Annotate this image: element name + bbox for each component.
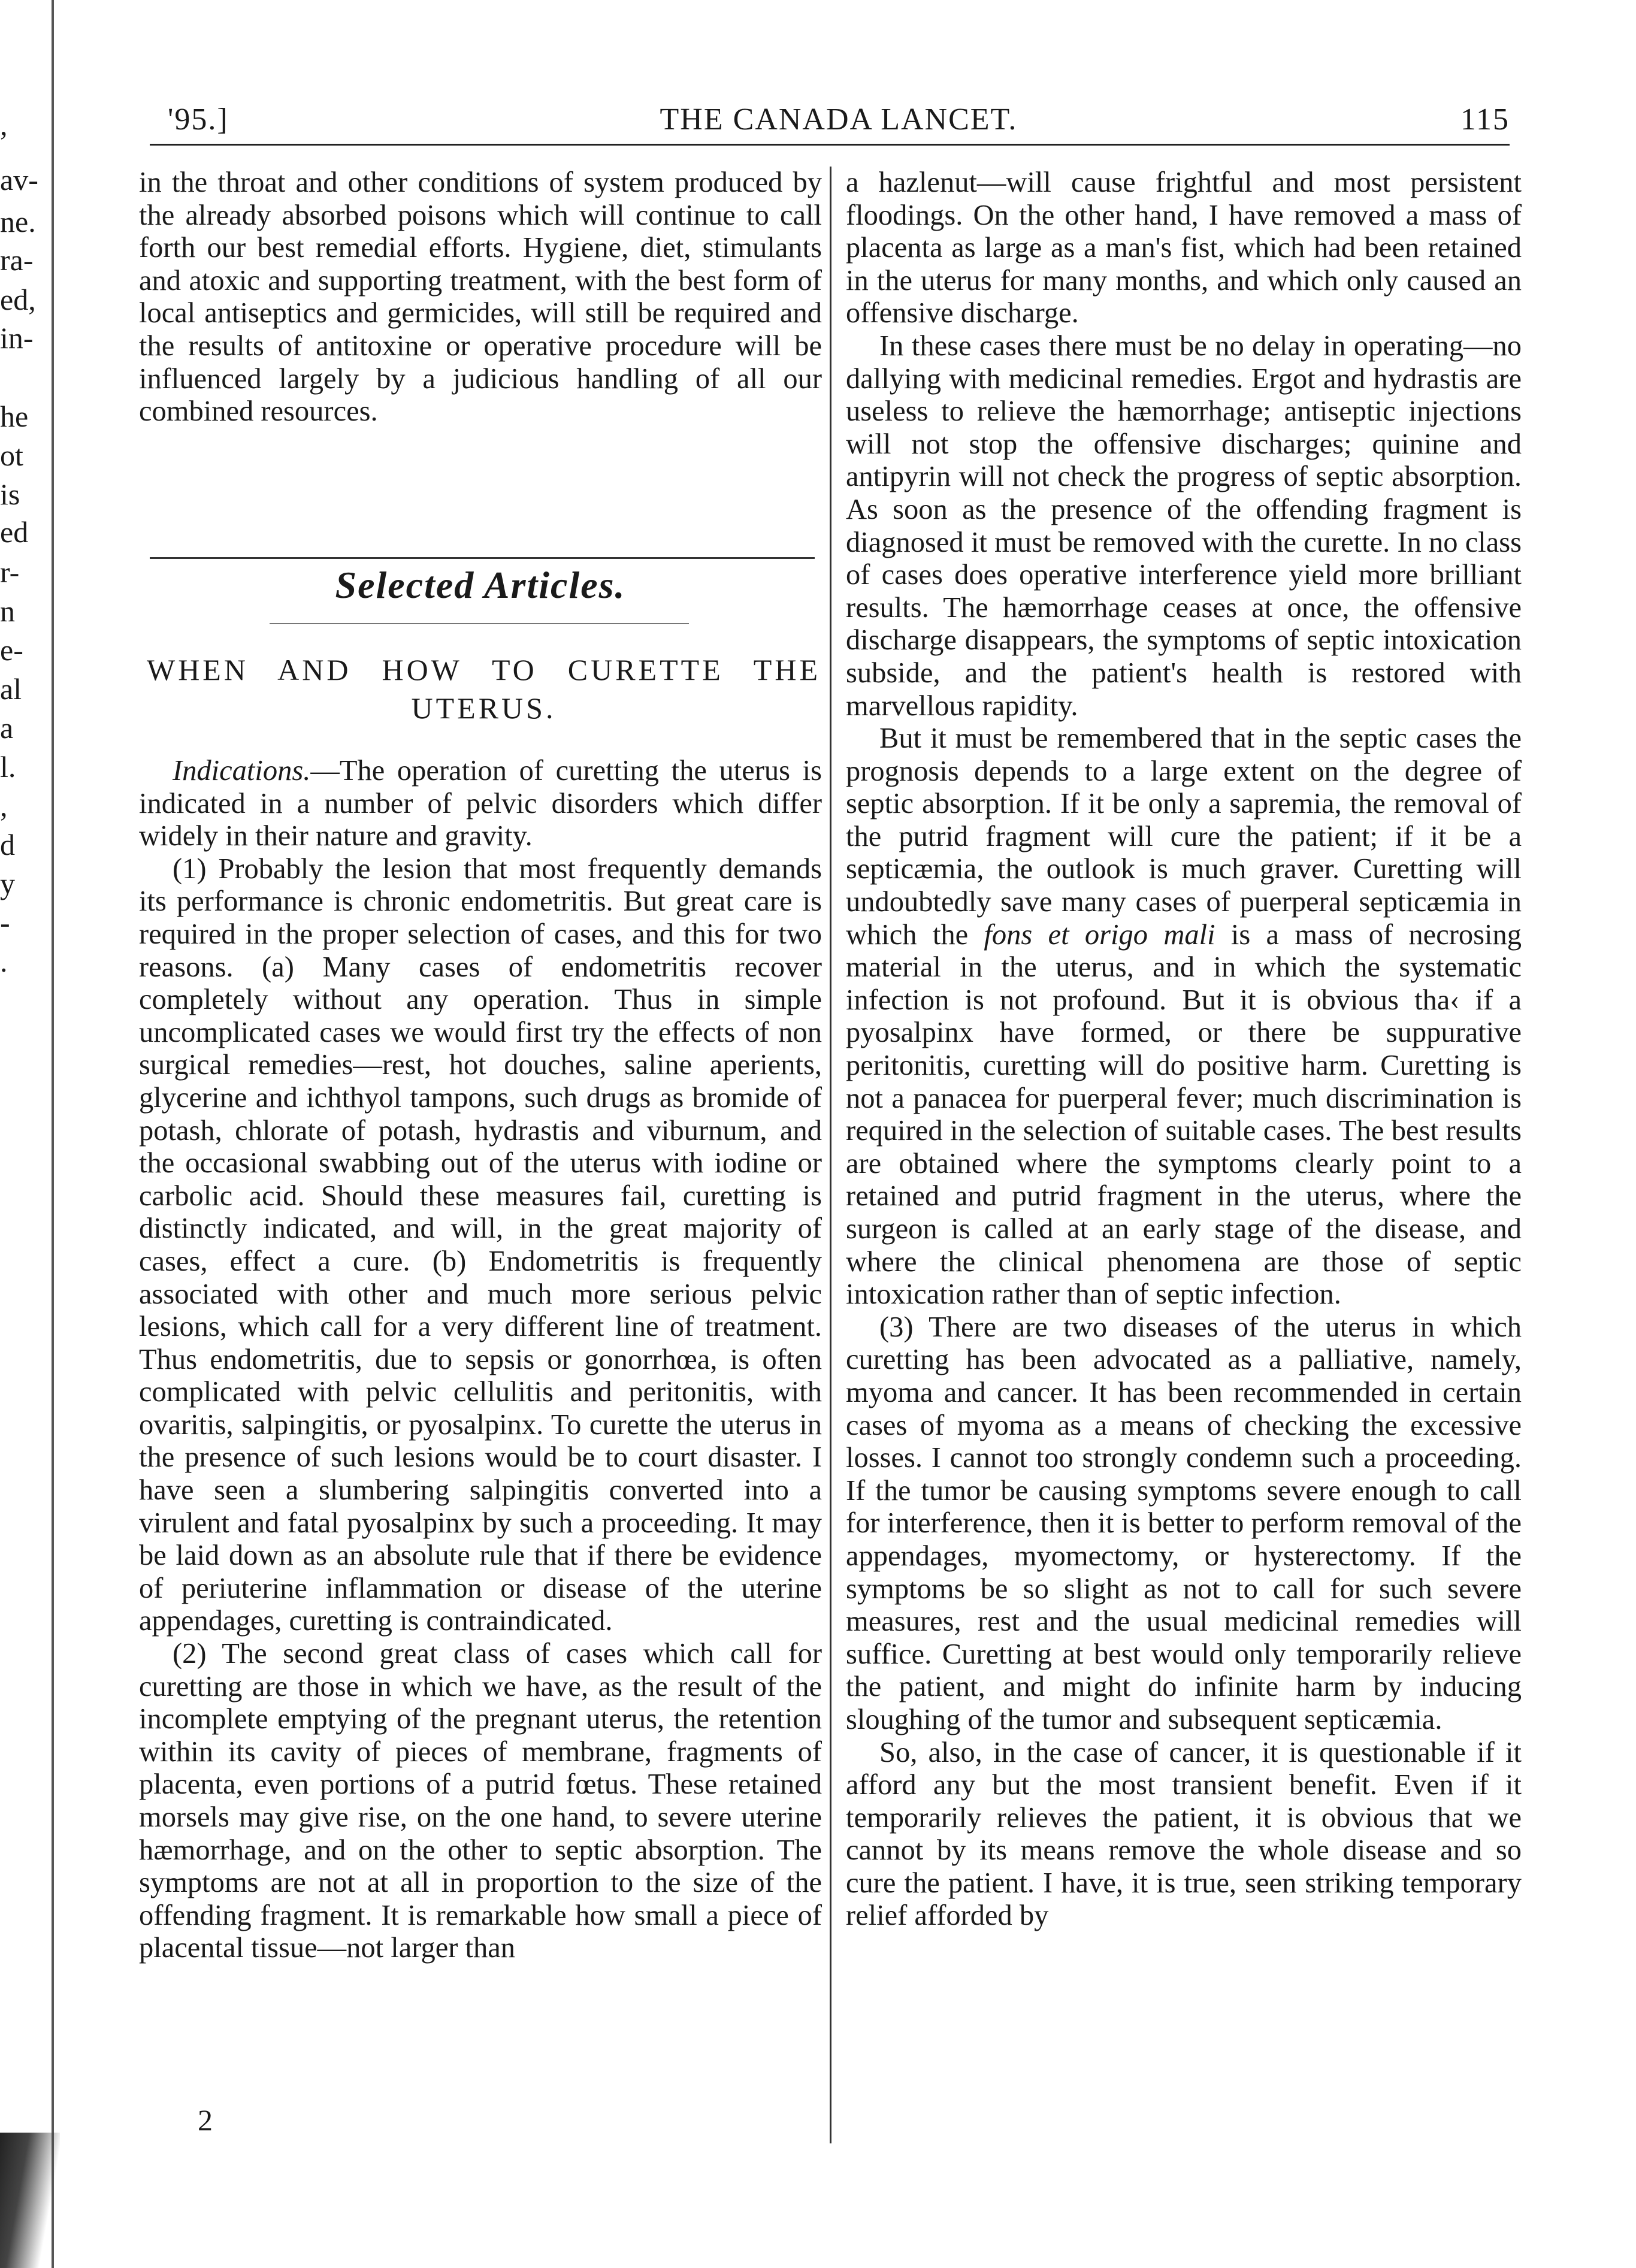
article-title-line-2: UTERUS.: [411, 691, 557, 725]
adjacent-page-margin: [0, 0, 72, 2268]
page-edge-shadow: [0, 2133, 60, 2268]
margin-fragment: a: [0, 711, 14, 745]
body-paragraph: So, also, in the case of cancer, it is questionable if it afford any but the most transient benefit. Even if it temporarily relieves the patient, it is obvious that we cannot by its means remove the whole disease and so cure the patient. I have, it is true, seen striking temporary relief afforded by: [846, 1736, 1522, 1932]
margin-fragment: .: [0, 945, 8, 978]
margin-fragment: d: [0, 828, 15, 861]
article-body-left: [139, 755, 822, 1965]
body-paragraph: a hazlenut—will cause frightful and most persistent floodings. On the other hand, I have removed a mass of placenta as large as a man's fist, which had been retained in the uterus for many months, and which only caused an offensive discharge.: [846, 167, 1522, 329]
right-column: [846, 167, 1522, 1933]
header-page-number: 115: [1460, 102, 1510, 137]
body-paragraph: (2) The second great class of cases which call for curetting are those in which we have, as the result of the incomplete emptying of the pregnant uterus, the retention within its cavity of pieces of membrane, fragments of placenta, even portions of a putrid fœtus. These retained morsels may give rise, on the one hand, to severe uterine hæmorrhage, and on the other to septic absorption. The symptoms are not at all in proportion to the size of the offending fragment. It is remarkable how small a piece of placental tissue—not larger than: [139, 1638, 822, 1964]
indications-label: Indications.: [173, 755, 311, 787]
margin-fragment: ,: [0, 108, 8, 141]
article-title: [147, 651, 821, 727]
header-rule: [150, 144, 1510, 146]
left-column: [139, 167, 822, 428]
margin-fragment: is: [0, 477, 20, 511]
section-heading: Selected Articles.: [335, 564, 626, 606]
section-rule-bottom: [270, 623, 689, 624]
margin-fragment: y: [0, 867, 15, 900]
margin-fragment: av-: [0, 163, 38, 196]
margin-fragment: r-: [0, 555, 20, 589]
signature-mark: 2: [198, 2103, 213, 2137]
margin-fragment: -: [0, 906, 10, 939]
body-paragraph: [846, 722, 1522, 1311]
body-paragraph: (3) There are two diseases of the uterus in which curetting has been advocated as a palliative, namely, myoma and cancer. It has been recommended in certain cases of myoma as a means of checking the excessive losses. I cannot too strongly condemn such a proceeding. If the tumor be causing symptoms severe enough to call for interference, then it is better to perform removal of the appendages, myomectomy, or hysterectomy. If the symptoms be so slight as not to call for such severe measures, rest and the usual medicinal remedies will suffice. Curetting at best would only temporarily relieve the patient, and might do infinite harm by inducing sloughing of the tumor and subsequent septicæmia.: [846, 1311, 1522, 1735]
indications-paragraph: [139, 755, 822, 853]
adjacent-page-rule: [52, 0, 54, 2268]
para-text: But it must be remembered that in the septic cases the prognosis depends to a large extent on the degree of septic absorption. If it be only a sapremia, the removal of the putrid fragment will cure the patient; if it be a septicæmia, the outlook is much graver. Curetting will undoubtedly save many cases of puerperal septicæmia in which the: [846, 722, 1522, 951]
margin-fragment: n: [0, 594, 15, 628]
article-title-line-1: WHEN AND HOW TO CURETTE THE: [147, 653, 821, 687]
margin-fragment: al: [0, 672, 22, 706]
column-divider: [830, 167, 831, 2143]
running-header: [168, 90, 1510, 150]
margin-fragment: in-: [0, 321, 34, 355]
margin-fragment: ot: [0, 439, 23, 472]
body-paragraph: (1) Probably the lesion that most frequently demands its performance is chronic endometritis. But great care is required in the proper selection of cases, and this for two reasons. (a) Many cases of endometritis recover completely without any operation. Thus in simple uncomplicated cases we would first try the effects of non surgical remedies—rest, hot douches, saline aperients, glycerine and ichthyol tampons, such drugs as bromide of potash, chlorate of potash, hydrastis and viburnum, and the occasional swabbing out of the uterus with iodine or carbolic acid. Should these measures fail, curetting is distinctly indicated, and will, in the great majority of cases, effect a cure. (b) Endometritis is frequently associated with other and much more serious pelvic lesions, which call for a very different line of treatment. Thus endometritis, due to sepsis or gonorrhœa, is often complicated with pelvic cellulitis and peritonitis, with ovaritis, salpingitis, or pyosalpinx. To curette the uterus in the presence of such lesions would be to court disaster. I have seen a slumbering salpingitis converted into a virulent and fatal pyosalpinx by such a proceeding. It may be laid down as an absolute rule that if there be evidence of periuterine inflammation or disease of the uterine appendages, curetting is contraindicated.: [139, 852, 822, 1637]
intro-paragraph: in the throat and other conditions of system produced by the already absorbed poisons which will continue to call forth our best remedial efforts. Hygiene, diet, stimulants and atoxic and supporting treatment, with the best form of local antiseptics and germicides, will still be required and the results of antitoxine or operative procedure will be influenced largely by a judicious handling of all our combined resources.: [139, 167, 822, 428]
margin-fragment: e-: [0, 633, 23, 667]
margin-fragment: ,: [0, 789, 8, 822]
body-paragraph: In these cases there must be no delay in operating—no dallying with medicinal remedies. Ergot and hydrastis are useless to relieve the hæmorrhage; antiseptic injections will not stop the offensive discharges; quinine and antipyrin will not check the progress of septic absorption. As soon as the presence of the offending fragment is diagnosed it must be removed with the curette. In no class of cases does operative interference yield more brilliant results. The hæmorrhage ceases at once, the offensive discharge disappears, the symptoms of septic intoxication subside, and the patient's health is restored with marvellous rapidity.: [846, 329, 1522, 722]
header-year: '95.]: [168, 102, 229, 137]
indications-text: —The operation of curetting the uterus is indicated in a number of pelvic disorders which differ widely in their nature and gravity.: [139, 755, 822, 852]
margin-fragment: ne.: [0, 205, 36, 238]
margin-fragment: he: [0, 400, 29, 433]
section-rule-top: [150, 557, 815, 559]
margin-fragment: ed: [0, 515, 29, 549]
margin-fragment: l.: [0, 750, 16, 784]
margin-fragment: ra-: [0, 243, 34, 277]
para-text: is a mass of necrosing material in the uterus, and in which the systematic infection is not profound. But it is obvious tha‹ if a pyosalpinx have formed, or there be suppurative peritonitis, curetting will do positive harm. Curetting is not a panacea for puerperal fever; much discrimination is required in the selection of suitable cases. The best results are obtained where the symptoms clearly point to a retained and putrid fragment in the uterus, where the surgeon is called at an early stage of the disease, and where the clinical phenomena are those of septic intoxication rather than of septic infection.: [846, 918, 1522, 1311]
header-journal-title: THE CANADA LANCET.: [660, 102, 1018, 137]
latin-phrase: fons et origo mali: [984, 918, 1215, 951]
margin-fragment: ed,: [0, 283, 36, 316]
